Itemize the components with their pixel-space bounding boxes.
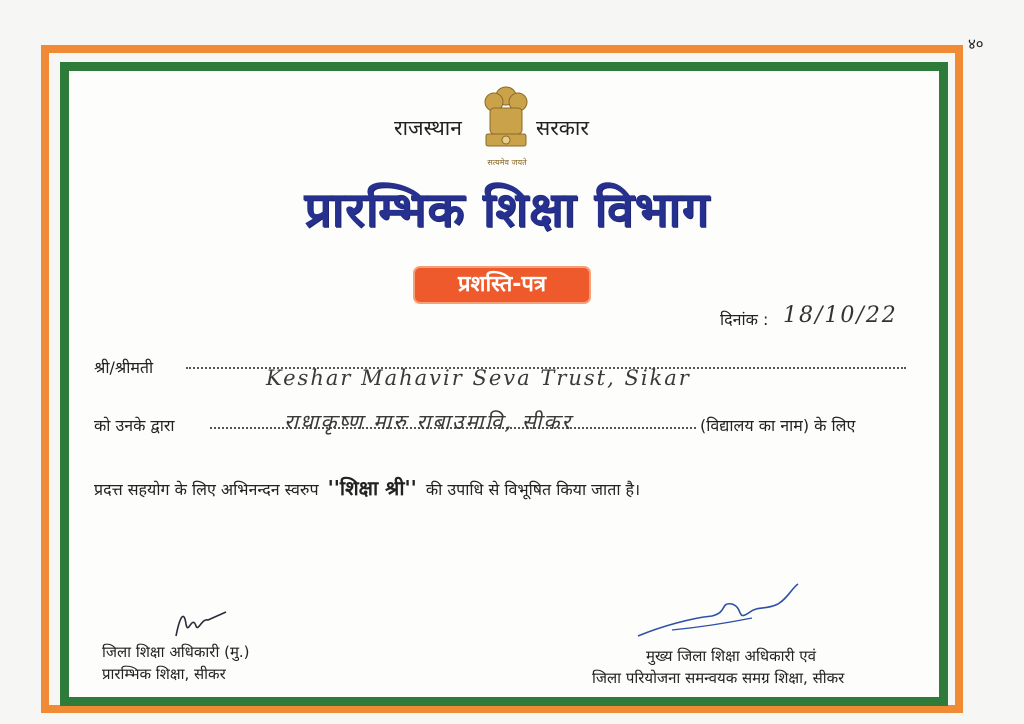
honor-title: ''शिक्षा श्री''	[327, 476, 417, 500]
emblem-motto: सत्यमेव जयते	[487, 158, 527, 167]
school-name: राधाकृष्ण मारु राबाउमावि, सीकर	[284, 410, 573, 434]
left-signatory-office: प्रारम्भिक शिक्षा, सीकर	[102, 665, 226, 683]
statement-before: प्रदत्त सहयोग के लिए अभिनन्दन स्वरुप	[94, 480, 319, 499]
date-label: दिनांक :	[720, 310, 769, 329]
right-signatory-office: जिला परियोजना समन्वयक समग्र शिक्षा, सीकर	[592, 669, 845, 687]
ashoka-emblem-icon	[478, 82, 534, 166]
government-label-left: राजस्थान	[394, 116, 462, 140]
right-signature	[632, 582, 804, 642]
page-number: ४०	[968, 35, 984, 53]
recipient-name: Keshar Mahavir Seva Trust, Sikar	[266, 366, 691, 390]
department-title: प्रारम्भिक शिक्षा विभाग	[304, 182, 710, 238]
school-suffix: (विद्यालय का नाम) के लिए	[700, 416, 856, 435]
school-prefix: को उनके द्वारा	[94, 416, 175, 435]
recipient-label: श्री/श्रीमती	[94, 358, 154, 377]
left-signature	[168, 606, 230, 642]
date-value: 18/10/22	[783, 303, 898, 328]
government-label-right: सरकार	[536, 116, 589, 140]
statement-line	[94, 474, 640, 501]
left-signatory-title: जिला शिक्षा अधिकारी (मु.)	[102, 643, 250, 661]
statement-after: की उपाधि से विभूषित किया जाता है।	[425, 480, 641, 499]
right-signatory-title: मुख्य जिला शिक्षा अधिकारी एवं	[646, 647, 816, 665]
certificate-badge: प्रशस्ति-पत्र	[413, 266, 591, 304]
